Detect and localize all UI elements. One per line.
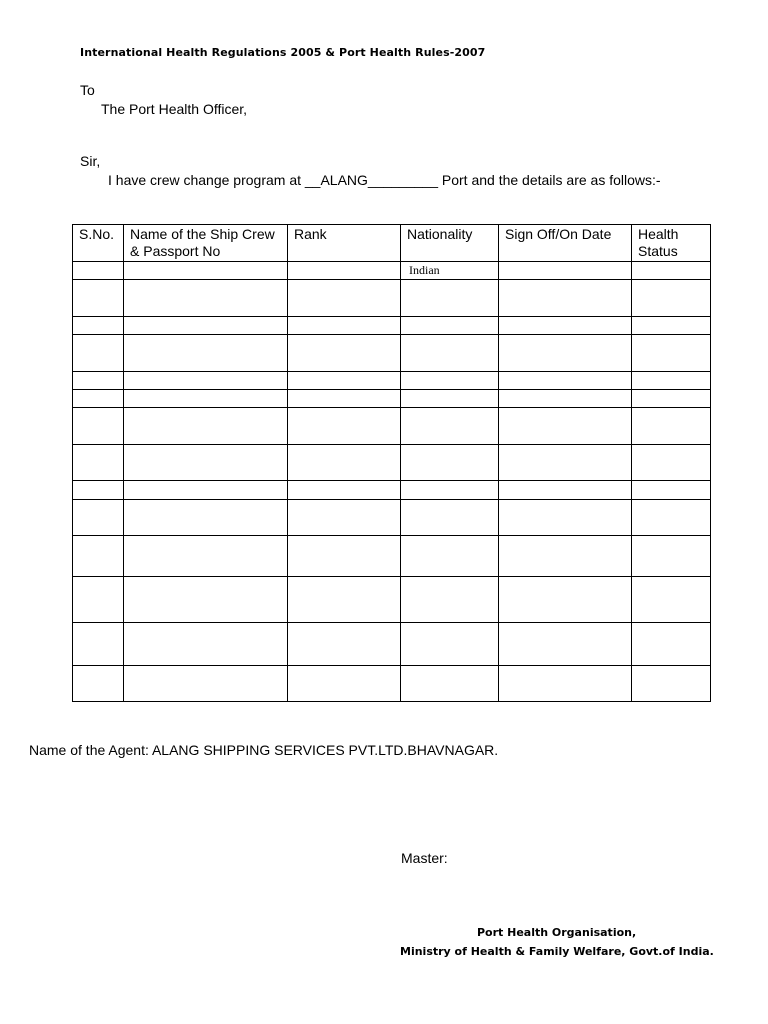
table-row [73,317,711,335]
table-header-row [73,225,711,262]
ministry-name: Ministry of Health & Family Welfare, Govt.of India. [400,945,714,958]
table-cell[interactable] [288,536,401,577]
header-sign-off-on-date: Sign Off/On Date [499,225,632,262]
table-cell[interactable] [288,500,401,536]
table-row [73,577,711,623]
table-cell[interactable] [73,481,124,500]
table-cell[interactable] [124,481,288,500]
table-row [73,536,711,577]
table-cell[interactable] [288,262,401,280]
crew-change-table [72,224,711,702]
table-cell[interactable] [632,445,711,481]
table-cell[interactable] [288,623,401,666]
table-cell[interactable] [124,335,288,372]
table-row [73,390,711,408]
table-cell[interactable] [499,280,632,317]
table-cell[interactable] [632,536,711,577]
table-cell[interactable] [401,500,499,536]
table-row [73,666,711,702]
header-rank: Rank [288,225,401,262]
table-cell[interactable] [401,536,499,577]
table-cell[interactable] [499,262,632,280]
table-cell[interactable] [73,390,124,408]
table-cell[interactable] [401,577,499,623]
agent-name-line: Name of the Agent: ALANG SHIPPING SERVICES PVT.LTD.BHAVNAGAR. [29,742,499,758]
header-sno: S.No. [73,225,124,262]
table-cell[interactable] [73,317,124,335]
table-cell[interactable] [124,390,288,408]
table-cell[interactable] [401,481,499,500]
letter-body: I have crew change program at __ALANG_________ Port and the details are as follows:- [108,172,661,188]
table-cell[interactable] [401,335,499,372]
table-row [73,623,711,666]
table-cell[interactable] [73,445,124,481]
table-cell[interactable] [124,262,288,280]
table-cell[interactable] [73,262,124,280]
table-cell[interactable] [632,390,711,408]
table-cell[interactable] [401,390,499,408]
table-cell[interactable] [499,536,632,577]
nationality-cell[interactable]: Indian [401,262,499,280]
table-cell[interactable] [499,372,632,390]
master-signature-label: Master: [401,850,448,866]
table-cell[interactable] [124,280,288,317]
table-cell[interactable] [124,372,288,390]
table-cell[interactable] [632,262,711,280]
table-cell[interactable] [632,481,711,500]
table-cell[interactable] [499,481,632,500]
table-cell[interactable] [73,500,124,536]
table-cell[interactable] [499,500,632,536]
table-cell[interactable] [401,666,499,702]
header-nationality: Nationality [401,225,499,262]
table-cell[interactable] [499,445,632,481]
table-cell[interactable] [401,280,499,317]
table-cell[interactable] [499,335,632,372]
table-cell[interactable] [73,408,124,445]
table-cell[interactable] [288,666,401,702]
table-cell[interactable] [73,335,124,372]
table-cell[interactable] [632,623,711,666]
table-cell[interactable] [288,390,401,408]
table-cell[interactable] [632,280,711,317]
table-row [73,500,711,536]
document-title: International Health Regulations 2005 & Port Health Rules-2007 [80,46,486,59]
table-cell[interactable] [124,317,288,335]
table-cell[interactable] [73,623,124,666]
table-cell[interactable] [288,481,401,500]
header-health-status: Health Status [632,225,711,262]
table-cell[interactable] [401,317,499,335]
salutation: Sir, [80,153,101,169]
table-cell[interactable] [124,408,288,445]
table-cell[interactable] [499,623,632,666]
table-cell[interactable] [124,577,288,623]
table-cell[interactable] [288,280,401,317]
recipient-line: The Port Health Officer, [101,101,248,117]
table-cell[interactable] [73,666,124,702]
table-cell[interactable] [288,408,401,445]
table-row [73,445,711,481]
table-cell[interactable] [124,445,288,481]
table-cell[interactable] [401,445,499,481]
table-row [73,372,711,390]
table-cell[interactable] [73,280,124,317]
table-cell[interactable] [632,500,711,536]
table-cell[interactable] [632,408,711,445]
table-cell[interactable] [632,372,711,390]
table-cell[interactable] [288,372,401,390]
table-cell[interactable] [124,500,288,536]
table-cell[interactable] [499,390,632,408]
table-cell[interactable] [73,536,124,577]
table-cell[interactable] [632,577,711,623]
table-cell[interactable] [499,317,632,335]
table-cell[interactable] [288,335,401,372]
table-cell[interactable] [401,408,499,445]
table-row [73,335,711,372]
table-cell[interactable] [632,317,711,335]
table-cell[interactable] [73,372,124,390]
table-row [73,481,711,500]
table-cell[interactable] [499,666,632,702]
header-crew-name-passport: Name of the Ship Crew & Passport No [124,225,288,262]
table-cell[interactable] [632,666,711,702]
to-label: To [80,82,95,98]
table-cell[interactable] [288,445,401,481]
table-cell[interactable] [401,623,499,666]
table-row [73,262,711,280]
table-cell[interactable] [632,335,711,372]
table-cell[interactable] [73,577,124,623]
table-cell[interactable] [288,317,401,335]
table-cell[interactable] [288,577,401,623]
table-cell[interactable] [124,666,288,702]
table-row [73,408,711,445]
table-cell[interactable] [124,623,288,666]
table-cell[interactable] [499,577,632,623]
table-cell[interactable] [124,536,288,577]
table-cell[interactable] [401,372,499,390]
organisation-name: Port Health Organisation, [477,926,637,939]
table-cell[interactable] [499,408,632,445]
table-row [73,280,711,317]
